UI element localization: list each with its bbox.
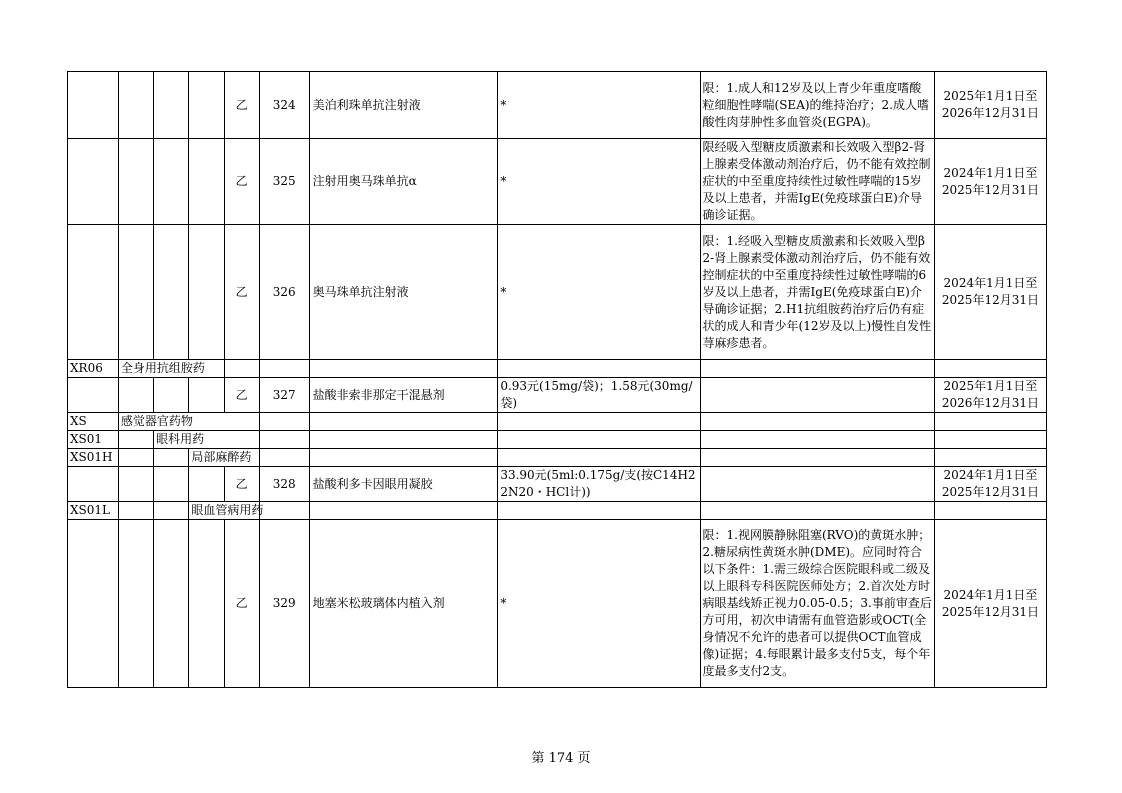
category-label-cell: 局部麻醉药 [189, 449, 260, 467]
code-cell [68, 467, 119, 502]
code-cell [154, 520, 189, 688]
empty-cell [154, 449, 189, 467]
number-cell: 328 [259, 467, 309, 502]
empty-cell [259, 431, 309, 449]
limit-cell [700, 378, 934, 413]
empty-cell [154, 502, 189, 520]
period-cell: 2024年1月1日至2025年12月31日 [934, 467, 1046, 502]
empty-cell [700, 502, 934, 520]
table-row-drug [68, 225, 1047, 360]
empty-cell [934, 413, 1046, 431]
empty-cell [498, 449, 700, 467]
code-cell [189, 378, 224, 413]
limit-cell: 限：1.视网膜静脉阻塞(RVO)的黄斑水肿；2.糖尿病性黄斑水肿(DME)。应同时符合以下条件：1.需三级综合医院眼科或二级及以上眼科专科医院医师处方；2.首次处方时病眼基线矫正视力0.05-0.5；3.事前审查后方可用，初次申请需有血管造影或OCT(全身情况不允许的患者可以提供OCT血管成像)证据；4.每眼累计最多支付5支，每个年度最多支付2支。 [700, 520, 934, 688]
code-cell [154, 467, 189, 502]
code-cell [118, 467, 153, 502]
table-row-category [68, 449, 1047, 467]
empty-cell [700, 413, 934, 431]
empty-cell [118, 431, 153, 449]
empty-cell [934, 360, 1046, 378]
code-cell [118, 225, 153, 360]
code-cell [118, 139, 153, 225]
empty-cell [934, 449, 1046, 467]
limit-cell: 限：1.经吸入型糖皮质激素和长效吸入型β2-肾上腺素受体激动剂治疗后，仍不能有效控制症状的中至重度持续性过敏性哮喘的6岁及以上患者，并需IgE(免疫球蛋白E)介导确诊证据；2.H1抗组胺药治疗后仍有症状的成人和青少年(12岁及以上)慢性自发性荨麻疹患者。 [700, 225, 934, 360]
code-cell [189, 520, 224, 688]
code-cell [118, 520, 153, 688]
drug-name-cell: 奥马珠单抗注射液 [309, 225, 498, 360]
price-cell: * [498, 72, 700, 139]
number-cell: 329 [259, 520, 309, 688]
empty-cell [309, 431, 498, 449]
table-row-category [68, 413, 1047, 431]
drug-name-cell: 美泊利珠单抗注射液 [309, 72, 498, 139]
table-row-drug [68, 139, 1047, 225]
period-cell: 2024年1月1日至2025年12月31日 [934, 225, 1046, 360]
empty-cell [259, 360, 309, 378]
price-cell: * [498, 225, 700, 360]
category-label-cell: 眼血管病用药 [189, 502, 260, 520]
empty-cell [309, 413, 498, 431]
empty-cell [309, 449, 498, 467]
category-code-cell: XS01H [68, 449, 119, 467]
grade-cell: 乙 [224, 139, 259, 225]
code-cell [68, 139, 119, 225]
empty-cell [309, 502, 498, 520]
drug-name-cell: 地塞米松玻璃体内植入剂 [309, 520, 498, 688]
empty-cell [700, 449, 934, 467]
category-label-cell: 感觉器官药物 [118, 413, 259, 431]
table-row-category [68, 360, 1047, 378]
code-cell [189, 225, 224, 360]
empty-cell [309, 360, 498, 378]
code-cell [118, 72, 153, 139]
empty-cell [118, 449, 153, 467]
empty-cell [498, 360, 700, 378]
code-cell [189, 72, 224, 139]
table-body [68, 72, 1047, 688]
price-cell: * [498, 139, 700, 225]
empty-cell [700, 360, 934, 378]
period-cell: 2025年1月1日至2026年12月31日 [934, 378, 1046, 413]
page-number: 第 174 页 [531, 751, 591, 766]
price-cell: * [498, 520, 700, 688]
grade-cell: 乙 [224, 520, 259, 688]
table-row-drug [68, 72, 1047, 139]
price-cell: 0.93元(15mg/袋)；1.58元(30mg/袋) [498, 378, 700, 413]
table-row-category [68, 502, 1047, 520]
category-label-cell: 眼科用药 [154, 431, 260, 449]
code-cell [68, 520, 119, 688]
code-cell [154, 225, 189, 360]
empty-cell [224, 360, 259, 378]
code-cell [154, 72, 189, 139]
category-label-cell: 全身用抗组胺药 [118, 360, 224, 378]
category-code-cell: XS01L [68, 502, 119, 520]
empty-cell [259, 449, 309, 467]
code-cell [118, 378, 153, 413]
period-cell: 2024年1月1日至2025年12月31日 [934, 520, 1046, 688]
price-cell: 33.90元(5ml:0.175g/支(按C14H22N20・HCl计)) [498, 467, 700, 502]
grade-cell: 乙 [224, 378, 259, 413]
code-cell [189, 139, 224, 225]
drug-name-cell: 盐酸利多卡因眼用凝胶 [309, 467, 498, 502]
number-cell: 325 [259, 139, 309, 225]
empty-cell [259, 502, 309, 520]
period-cell: 2024年1月1日至2025年12月31日 [934, 139, 1046, 225]
code-cell [189, 467, 224, 502]
drug-list-table [67, 71, 1047, 688]
number-cell: 326 [259, 225, 309, 360]
empty-cell [498, 431, 700, 449]
code-cell [68, 72, 119, 139]
table-row-category [68, 431, 1047, 449]
empty-cell [934, 431, 1046, 449]
empty-cell [259, 413, 309, 431]
limit-cell: 限经吸入型糖皮质激素和长效吸入型β2-肾上腺素受体激动剂治疗后，仍不能有效控制症状的中至重度持续性过敏性哮喘的15岁及以上患者，并需IgE(免疫球蛋白E)介导确诊证据。 [700, 139, 934, 225]
limit-cell [700, 467, 934, 502]
code-cell [154, 378, 189, 413]
drug-name-cell: 盐酸非索非那定干混悬剂 [309, 378, 498, 413]
code-cell [154, 139, 189, 225]
empty-cell [934, 502, 1046, 520]
code-cell [68, 225, 119, 360]
category-code-cell: XS01 [68, 431, 119, 449]
drug-name-cell: 注射用奥马珠单抗α [309, 139, 498, 225]
table-row-drug [68, 378, 1047, 413]
period-cell: 2025年1月1日至2026年12月31日 [934, 72, 1046, 139]
number-cell: 324 [259, 72, 309, 139]
category-code-cell: XS [68, 413, 119, 431]
grade-cell: 乙 [224, 72, 259, 139]
table-row-drug [68, 467, 1047, 502]
limit-cell: 限：1.成人和12岁及以上青少年重度嗜酸粒细胞性哮喘(SEA)的维持治疗；2.成人嗜酸性肉芽肿性多血管炎(EGPA)。 [700, 72, 934, 139]
empty-cell [118, 502, 153, 520]
number-cell: 327 [259, 378, 309, 413]
grade-cell: 乙 [224, 225, 259, 360]
category-code-cell: XR06 [68, 360, 119, 378]
table-row-drug [68, 520, 1047, 688]
empty-cell [498, 413, 700, 431]
code-cell [68, 378, 119, 413]
empty-cell [498, 502, 700, 520]
empty-cell [700, 431, 934, 449]
grade-cell: 乙 [224, 467, 259, 502]
